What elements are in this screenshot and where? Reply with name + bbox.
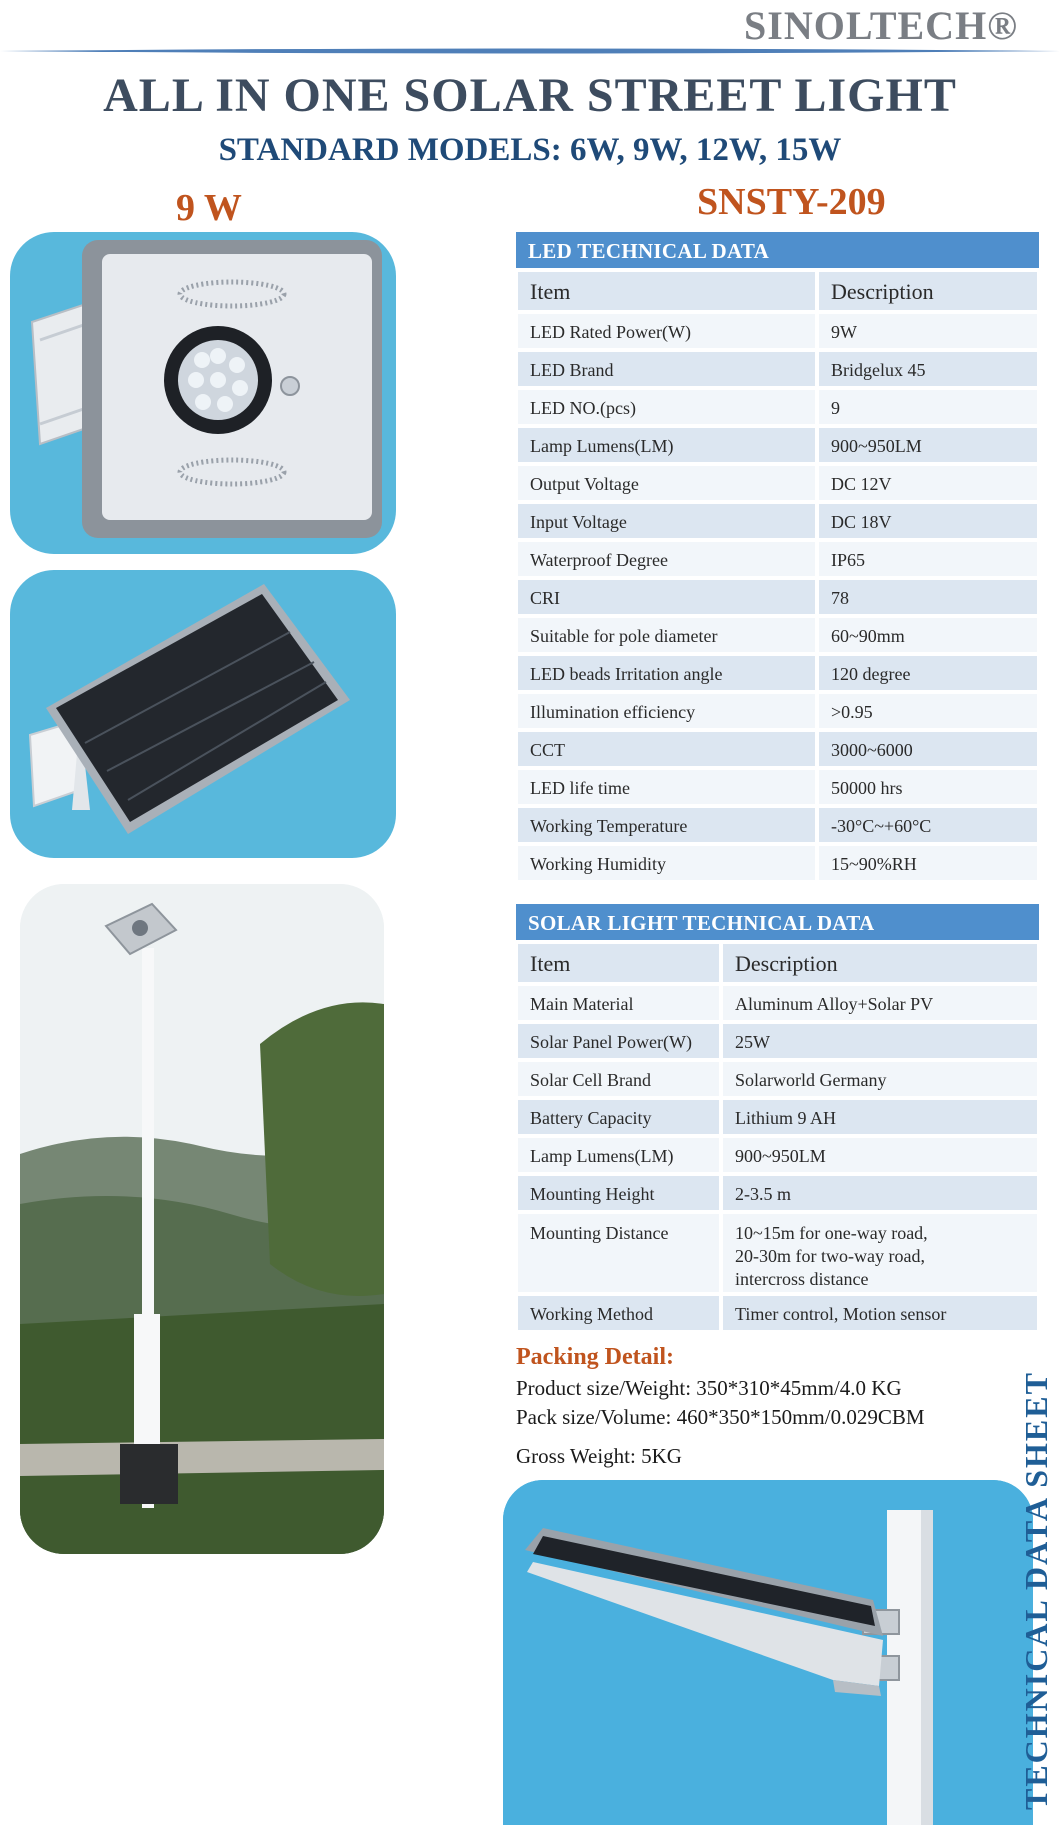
spec-value: 900~950LM [817, 426, 1039, 464]
spec-value-line: intercross distance [735, 1269, 869, 1289]
spec-value: DC 12V [817, 464, 1039, 502]
spec-item: LED Brand [516, 350, 817, 388]
spec-item: LED NO.(pcs) [516, 388, 817, 426]
table-row [516, 692, 1039, 730]
solar-section-heading: SOLAR LIGHT TECHNICAL DATA [516, 904, 1039, 940]
table-row [516, 984, 1039, 1022]
spec-item: LED life time [516, 768, 817, 806]
table-row [516, 1022, 1039, 1060]
spec-value: 900~950LM [721, 1136, 1039, 1174]
table-row [516, 1060, 1039, 1098]
table-row [516, 768, 1039, 806]
installed-pole-photo [20, 884, 384, 1554]
table-row [516, 312, 1039, 350]
spec-item: Mounting Height [516, 1174, 721, 1212]
table-row [516, 616, 1039, 654]
spec-item: Lamp Lumens(LM) [516, 1136, 721, 1174]
spec-item: Mounting Distance [516, 1212, 721, 1294]
spec-value-line: 10~15m for one-way road, [735, 1223, 928, 1243]
spec-item: Working Humidity [516, 844, 817, 882]
spec-value: 3000~6000 [817, 730, 1039, 768]
spec-value: 15~90%RH [817, 844, 1039, 882]
spec-item: Lamp Lumens(LM) [516, 426, 817, 464]
table-row [516, 540, 1039, 578]
spec-item: Solar Panel Power(W) [516, 1022, 721, 1060]
table-row [516, 1136, 1039, 1174]
spec-item: Working Method [516, 1294, 721, 1332]
table-row [516, 578, 1039, 616]
model-number: SNSTY-209 [697, 181, 886, 223]
solar-panel-photo [10, 570, 396, 858]
column-header-description: Description [817, 270, 1039, 312]
spec-value: Bridgelux 45 [817, 350, 1039, 388]
packing-gross-weight: Gross Weight: 5KG [516, 1444, 682, 1468]
spec-value: Aluminum Alloy+Solar PV [721, 984, 1039, 1022]
column-header-description: Description [721, 942, 1039, 984]
spec-item: Input Voltage [516, 502, 817, 540]
led-spec-table [516, 270, 1039, 882]
table-row [516, 1212, 1039, 1294]
wattage-label: 9 W [176, 187, 242, 229]
spec-value: 25W [721, 1022, 1039, 1060]
spec-value: -30°C~+60°C [817, 806, 1039, 844]
packing-pack-size: Pack size/Volume: 460*350*150mm/0.029CBM [516, 1405, 925, 1429]
spec-item: CRI [516, 578, 817, 616]
header-rule [0, 47, 1060, 55]
table-row [516, 1098, 1039, 1136]
spec-item: Main Material [516, 984, 721, 1022]
table-row [516, 426, 1039, 464]
spec-value: IP65 [817, 540, 1039, 578]
spec-item: CCT [516, 730, 817, 768]
spec-item: LED Rated Power(W) [516, 312, 817, 350]
spec-value: Solarworld Germany [721, 1060, 1039, 1098]
table-row [516, 388, 1039, 426]
spec-item: Illumination efficiency [516, 692, 817, 730]
spec-value: Timer control, Motion sensor [721, 1294, 1039, 1332]
spec-value: 60~90mm [817, 616, 1039, 654]
table-row [516, 730, 1039, 768]
table-row [516, 1294, 1039, 1332]
spec-value: 2-3.5 m [721, 1174, 1039, 1212]
spec-value: 120 degree [817, 654, 1039, 692]
spec-item: Output Voltage [516, 464, 817, 502]
led-section-heading: LED TECHNICAL DATA [516, 232, 1039, 268]
spec-value-line: 20-30m for two-way road, [735, 1246, 925, 1266]
page-title: ALL IN ONE SOLAR STREET LIGHT [103, 69, 957, 122]
spec-value: DC 18V [817, 502, 1039, 540]
brand-name: SINOLTECH® [744, 3, 1019, 48]
spec-value [721, 1212, 1039, 1294]
page-subtitle: STANDARD MODELS: 6W, 9W, 12W, 15W [218, 132, 842, 168]
packing-title: Packing Detail: [516, 1344, 674, 1370]
spec-value: Lithium 9 AH [721, 1098, 1039, 1136]
spec-item: Waterproof Degree [516, 540, 817, 578]
table-row [516, 806, 1039, 844]
table-header-row [516, 270, 1039, 312]
table-row [516, 654, 1039, 692]
lamp-front-photo [10, 232, 396, 554]
spec-item: Working Temperature [516, 806, 817, 844]
spec-value: 50000 hrs [817, 768, 1039, 806]
table-row [516, 502, 1039, 540]
table-row [516, 464, 1039, 502]
spec-item: Solar Cell Brand [516, 1060, 721, 1098]
spec-value: >0.95 [817, 692, 1039, 730]
side-label: TECHNICAL DATA SHEET [1018, 1371, 1054, 1810]
table-row [516, 1174, 1039, 1212]
side-mount-photo [503, 1480, 1033, 1825]
column-header-item: Item [516, 270, 817, 312]
column-header-item: Item [516, 942, 721, 984]
spec-item: Suitable for pole diameter [516, 616, 817, 654]
table-header-row [516, 942, 1039, 984]
solar-spec-table [516, 942, 1039, 1332]
spec-value: 9 [817, 388, 1039, 426]
table-row [516, 350, 1039, 388]
table-row [516, 844, 1039, 882]
spec-item: LED beads Irritation angle [516, 654, 817, 692]
packing-product-size: Product size/Weight: 350*310*45mm/4.0 KG [516, 1376, 902, 1400]
spec-value: 78 [817, 578, 1039, 616]
spec-value: 9W [817, 312, 1039, 350]
spec-item: Battery Capacity [516, 1098, 721, 1136]
